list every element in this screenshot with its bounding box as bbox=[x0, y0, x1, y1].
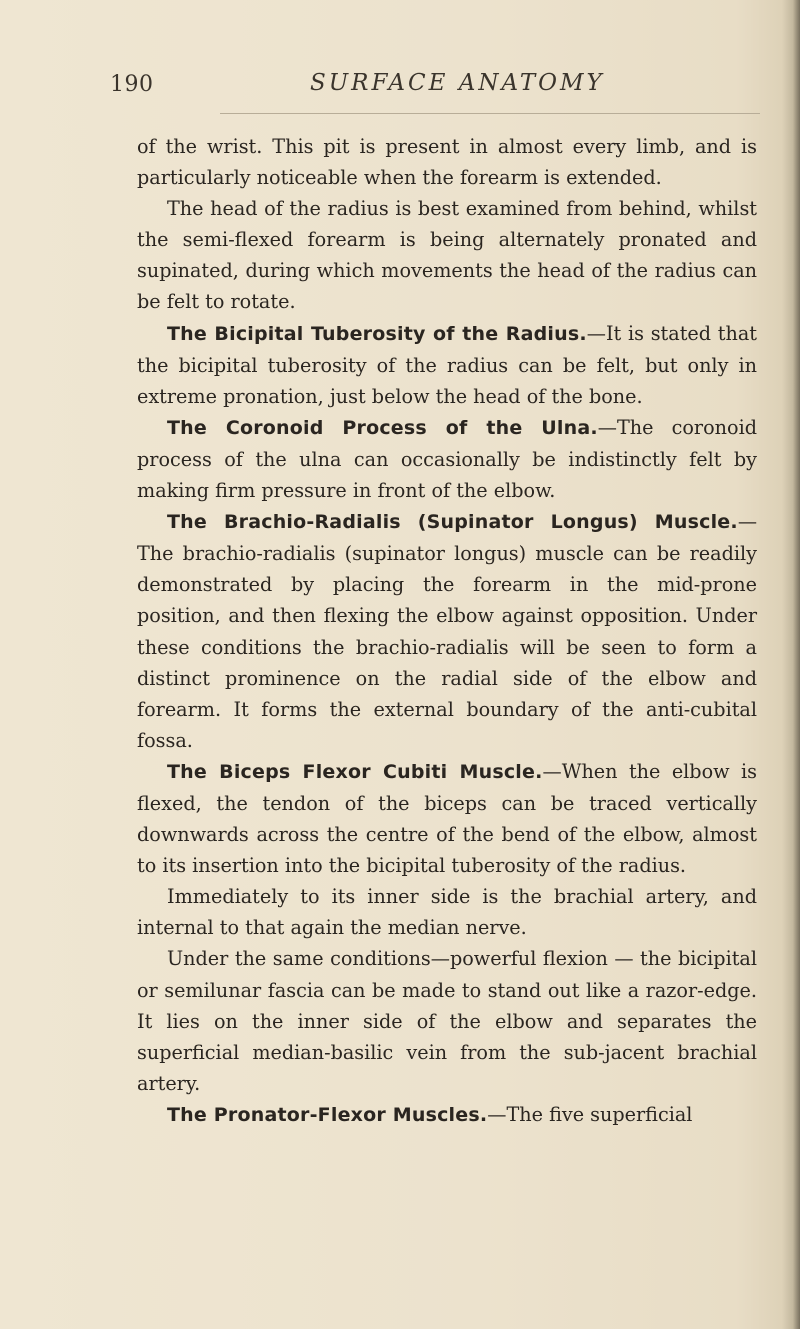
section-heading: The Pronator-Flexor Muscles. bbox=[167, 1103, 488, 1126]
running-title: SURFACE ANATOMY bbox=[310, 70, 605, 96]
paragraph-coronoid-process bbox=[137, 412, 757, 506]
section-heading: The Biceps Flexor Cubiti Muscle. bbox=[167, 760, 543, 783]
paragraph-text: The head of the radius is best examined from behind, whilst the semi-flexed forearm is being alternately pronated and supinated, during which movements the head of the radius can be felt to rotate. bbox=[137, 197, 757, 314]
section-heading: The Coronoid Process of the Ulna. bbox=[167, 416, 598, 439]
paragraph-radius-head bbox=[137, 193, 757, 317]
paragraph-text: —The coronoid process of the ulna can occasionally be indistinctly felt by making firm pressure in front of the elbow. bbox=[137, 415, 757, 503]
paragraph-biceps-flexor bbox=[137, 756, 757, 881]
section-heading: The Brachio-Radialis (Supinator Longus) Muscle. bbox=[167, 511, 738, 534]
paragraph-text: Immediately to its inner side is the brachial artery, and internal to that again the median nerve. bbox=[137, 885, 757, 940]
page-number: 190 bbox=[110, 72, 154, 97]
page-edge-shadow bbox=[782, 0, 800, 1329]
paragraph-text: Under the same conditions—powerful flexion — the bicipital or semilunar fascia can be made to stand out like a razor-edge. It lies on the inner side of the elbow and separates the superficial median-basilic vein from the sub-jacent brachial artery. bbox=[137, 947, 757, 1095]
paragraph-brachial-artery bbox=[137, 881, 757, 943]
paragraph-bicipital-fascia bbox=[137, 943, 757, 1098]
section-heading: The Bicipital Tuberosity of the Radius. bbox=[167, 322, 587, 345]
paragraph-text: —When the elbow is flexed, the tendon of the biceps can be traced vertically downwards across the centre of the bend of the elbow, almost to its insertion into the bicipital tuberosity of the radius. bbox=[137, 759, 757, 878]
running-head bbox=[110, 70, 750, 104]
body-text bbox=[137, 131, 757, 1131]
paragraph-brachio-radialis bbox=[137, 506, 757, 756]
header-rule bbox=[220, 113, 760, 114]
paragraph-bicipital-tuberosity bbox=[137, 318, 757, 412]
paragraph-pronator-flexor bbox=[137, 1099, 757, 1131]
paragraph-text: —The five superficial bbox=[487, 1102, 693, 1126]
paragraph-text: of the wrist. This pit is present in almost every limb, and is particularly noticeable when the forearm is extended. bbox=[137, 135, 757, 190]
paragraph-text: —It is stated that the bicipital tuberosity of the radius can be felt, but only in extreme pronation, just below the head of the bone. bbox=[137, 321, 757, 408]
paragraph-wrist-pit bbox=[137, 131, 757, 193]
paragraph-text: — The brachio-radialis (supinator longus) muscle can be readily demonstrated by placing the forearm in the mid-prone position, and then flexing the elbow against opposition. Under these conditions the brachio-radialis will be seen to form a distinct prominence on the radial side of the elbow and forearm. It forms the external boundary of the anti-cubital fossa. bbox=[137, 510, 757, 752]
